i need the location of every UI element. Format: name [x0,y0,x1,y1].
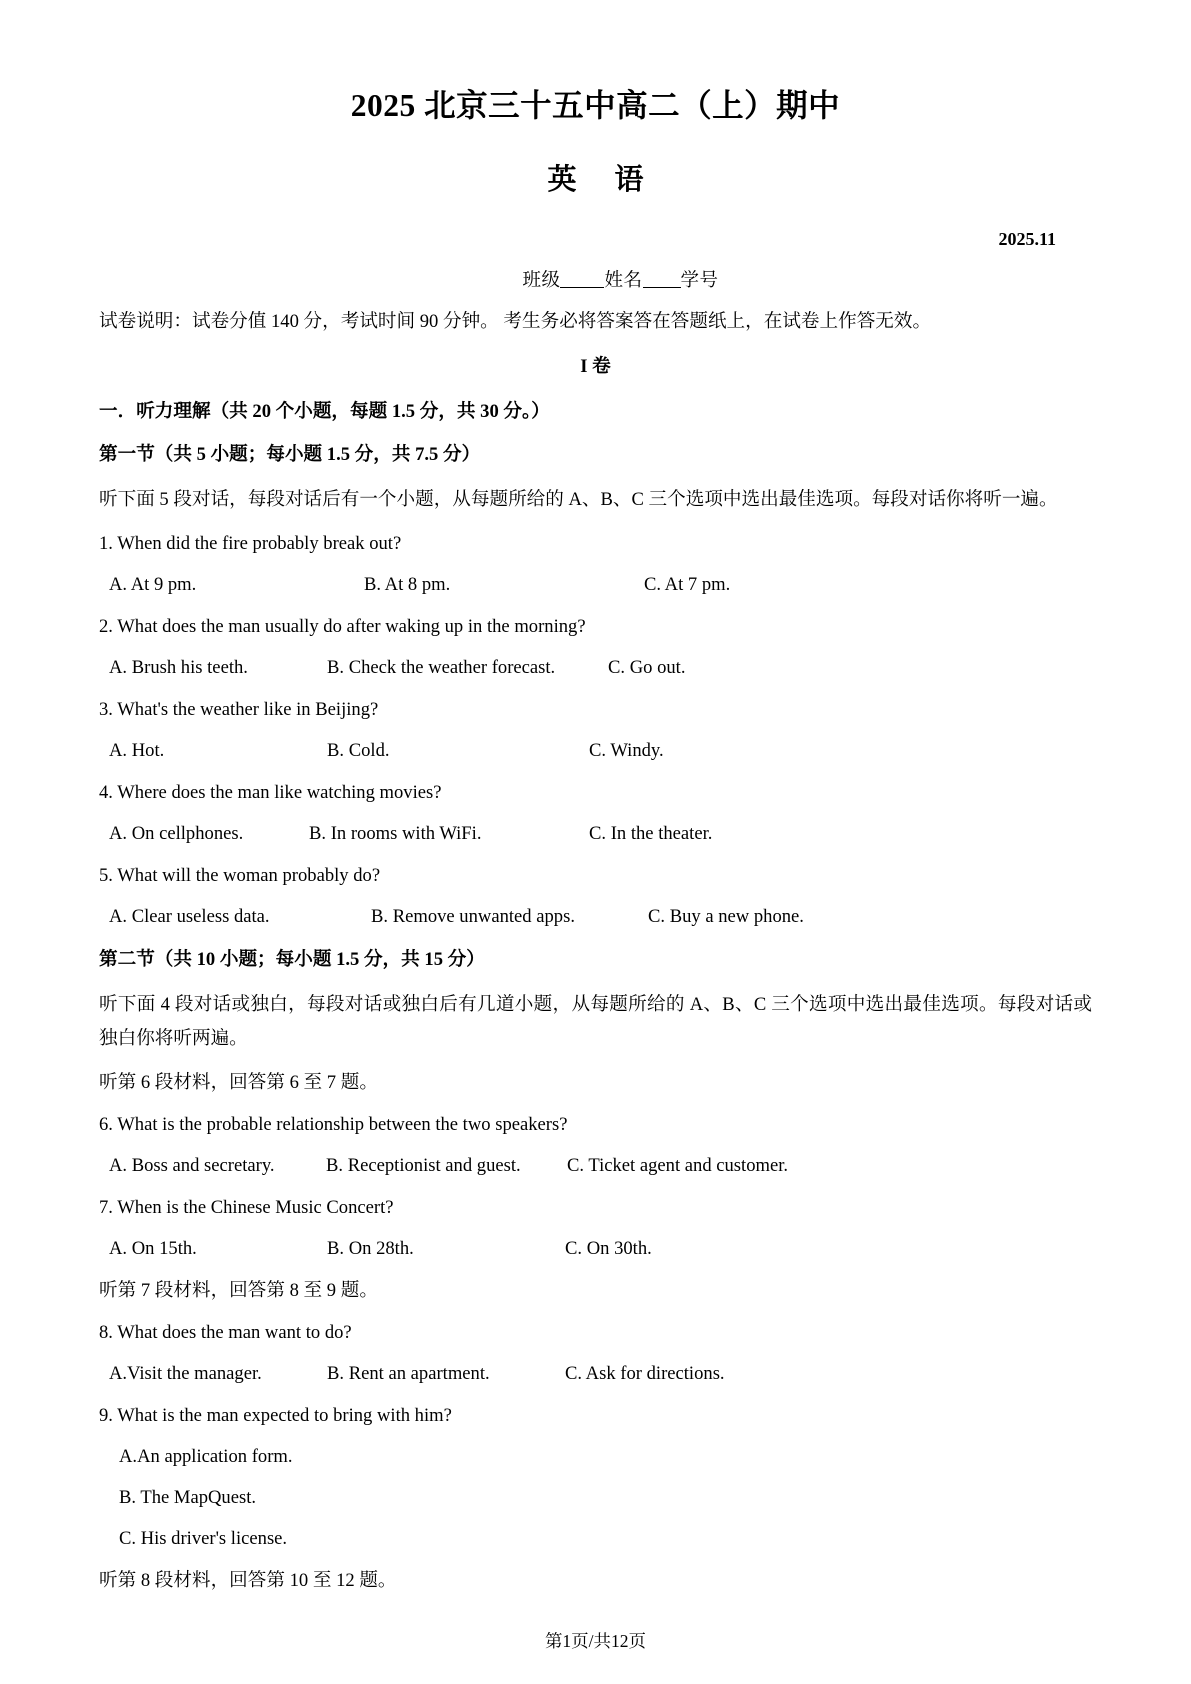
part-one-heading: 第一节（共 5 小题；每小题 1.5 分，共 7.5 分） [99,444,481,466]
student-info-line [99,266,1092,292]
option-c[interactable]: C. Ticket agent and customer. [567,1154,789,1176]
paper-part-heading: I 卷 [580,356,611,378]
question-options [99,735,1092,766]
option-c[interactable]: C. Buy a new phone. [648,906,804,928]
option-a[interactable]: A. Hot. [109,740,165,762]
material-7-instruction: 听第 7 段材料，回答第 8 至 9 题。 [99,1279,378,1301]
option-c[interactable]: C. At 7 pm. [644,574,731,596]
option-c[interactable]: C. In the theater. [589,823,713,845]
question-stem: 7. When is the Chinese Music Concert? [99,1196,394,1218]
question-stem: 6. What is the probable relationship between the two speakers? [99,1113,568,1135]
option-b[interactable]: B. At 8 pm. [364,574,451,596]
question-options [99,1358,1092,1389]
question-stem: 2. What does the man usually do after waking up in the morning? [99,616,586,638]
exam-instruction: 试卷说明：试卷分值 140 分，考试时间 90 分钟。 考生务必将答案答在答题纸上，在试卷上作答无效。 [99,310,932,332]
option-c[interactable]: C. Windy. [589,740,664,762]
subject-char-left: 英 [547,164,577,197]
part-one-directions: 听下面 5 段对话，每段对话后有一个小题，从每题所给的 A、B、C 三个选项中选出最佳选项。每段对话你将听一遍。 [99,489,1058,511]
option-c[interactable]: C. Go out. [608,657,686,679]
page-content [99,0,1092,1596]
class-blank[interactable] [560,270,604,288]
option-a[interactable]: A. Boss and secretary. [109,1154,275,1176]
question-stem: 5. What will the woman probably do? [99,865,381,887]
question-stem: 1. When did the fire probably break out? [99,533,402,555]
listening-section-heading: 一．听力理解（共 20 个小题，每题 1.5 分，共 30 分。） [99,401,550,423]
material-8-instruction: 听第 8 段材料，回答第 10 至 12 题。 [99,1569,397,1591]
option-b[interactable]: B. Cold. [327,740,390,762]
question-stem: 3. What's the weather like in Beijing? [99,699,379,721]
option-b[interactable]: B. On 28th. [327,1237,414,1259]
option-b[interactable]: B. Remove unwanted apps. [371,906,575,928]
question-options [99,652,1092,683]
subject-title [99,162,1092,198]
question-options [99,901,1092,932]
option-a[interactable]: A.An application form. [119,1445,293,1467]
option-b[interactable]: B. Receptionist and guest. [326,1154,521,1176]
question-options [99,818,1092,849]
option-c[interactable]: C. Ask for directions. [565,1362,725,1384]
subject-char-right: 语 [614,164,644,197]
part-two-heading: 第二节（共 10 小题；每小题 1.5 分，共 15 分） [99,949,485,971]
option-b[interactable]: B. Rent an apartment. [327,1362,490,1384]
question-stem: 9. What is the man expected to bring with him? [99,1404,452,1426]
exam-date: 2025.11 [998,228,1056,249]
option-a[interactable]: A.Visit the manager. [109,1362,262,1384]
option-a[interactable]: A. Brush his teeth. [109,657,248,679]
option-b[interactable]: B. In rooms with WiFi. [309,823,482,845]
question-options [99,1233,1092,1264]
option-a[interactable]: A. On 15th. [109,1237,197,1259]
option-c[interactable]: C. His driver's license. [119,1527,288,1549]
name-label: 姓名 [604,270,643,291]
option-a[interactable]: A. On cellphones. [109,823,244,845]
question-options [99,569,1092,600]
option-a[interactable]: A. At 9 pm. [109,574,197,596]
question-stem: 4. Where does the man like watching movies? [99,782,442,804]
option-a[interactable]: A. Clear useless data. [109,906,270,928]
material-6-instruction: 听第 6 段材料，回答第 6 至 7 题。 [99,1071,378,1093]
page-footer: 第1页/共12页 [544,1631,647,1651]
name-blank[interactable] [643,270,681,288]
class-label: 班级 [522,270,561,291]
question-options [99,1150,1092,1181]
student-id-label: 学号 [680,270,719,291]
question-stem: 8. What does the man want to do? [99,1321,352,1343]
part-two-directions: 听下面 4 段对话或独白，每段对话或独白后有几道小题，从每题所给的 A、B、C 三个选项中选出最佳选项。每段对话或独白你将听两遍。 [99,994,1092,1050]
option-c[interactable]: C. On 30th. [565,1237,652,1259]
option-b[interactable]: B. The MapQuest. [119,1486,257,1508]
option-b[interactable]: B. Check the weather forecast. [327,657,556,679]
page-title: 2025 北京三十五中高二（上）期中 [350,88,841,123]
